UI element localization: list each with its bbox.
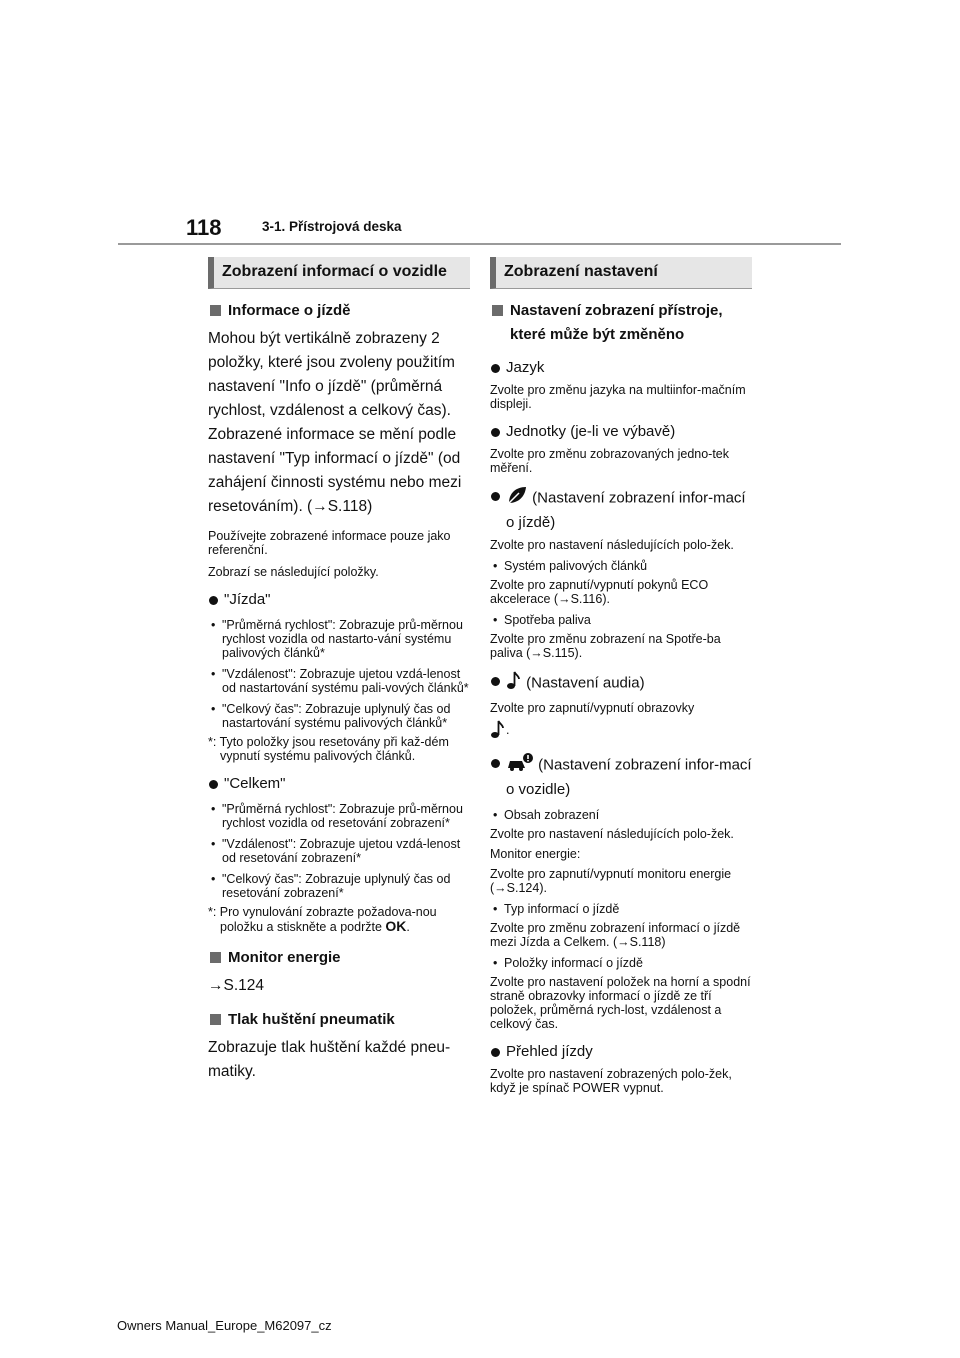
footer: Owners Manual_Europe_M62097_cz [117,1318,332,1333]
energy-monitor-label: Monitor energie: [490,847,581,861]
right-column [490,257,752,1095]
list-item: • Obsah zobrazení [493,808,600,822]
music-note-icon [490,719,506,742]
energy-monitor-subheading: Monitor energie [208,946,470,970]
bullet-dot-icon [209,596,218,605]
energy-monitor-ref: →S.124 [208,977,265,994]
bullet-total: "Celkem" [208,773,470,795]
trip-settings-text: Zvolte pro nastavení následujících polo-žek. [490,538,734,552]
units-text: Zvolte pro změnu zobrazovaných jedno-tek měření. [490,447,730,475]
trip-info-body: Mohou být vertikálně zobrazeny 2 položky, které jsou zvoleny použitím nastavení "Info o jízdě" (průměrná rychlost, vzdálenost a celkový čas). Zobrazené informace se mění podle nastavení "Typ informací o jízdě" (od zahájení činnosti systému nebo mezi resetováním). (→S.118) [208,330,462,515]
items-note: Zobrazí se následující položky. [208,565,379,579]
list-item: • "Celkový čas": Zobrazuje uplynulý čas od nastartování systému palivových článků* [211,702,451,730]
bullet-drive-summary: Přehled jízdy [490,1041,752,1063]
list-item: • "Vzdálenost": Zobrazuje ujetou vzdá-lenost od nastartování systému pali-vových článků* [211,667,469,695]
square-bullet-icon [210,305,221,316]
eco-text: Zvolte pro zapnutí/vypnutí pokynů ECO akcelerace (→S.116). [490,578,709,606]
tire-pressure-subheading: Tlak huštění pneumatik [208,1008,470,1032]
bullet-dot-icon [491,428,500,437]
bullet-dot-icon [491,1048,500,1057]
bullet-trip-settings: (Nastavení zobrazení infor-mací o jízdě) [490,485,752,534]
content-text: Zvolte pro nastavení následujících polo-žek. [490,827,734,841]
total-footnote: *: Pro vynulování zobrazte požadova-nou položku a stiskněte a podržte OK. [208,905,437,934]
list-item: • "Průměrná rychlost": Zobrazuje prů-měrnou rychlost vozidla od resetování zobrazení* [211,802,463,830]
bullet-trip: "Jízda" [208,589,470,611]
ok-button-symbol: OK [385,918,407,934]
tire-pressure-body: Zobrazuje tlak huštění každé pneu-matiky. [208,1039,451,1080]
header-rule [118,243,841,245]
bullet-units: Jednotky (je-li ve výbavě) [490,421,752,443]
drive-summary-text: Zvolte pro nastavení zobrazených polo-žek, když je spínač POWER vypnut. [490,1067,732,1095]
list-item: • "Průměrná rychlost": Zobrazuje prů-měrnou rychlost vozidla od nastarto-vání systému palivových článků* [211,618,463,660]
language-text: Zvolte pro změnu jazyka na multiinfor-mačním displeji. [490,383,746,411]
bullet-dot-icon [491,364,500,373]
left-column [208,257,470,1084]
fuel-text: Zvolte pro změnu zobrazení na Spotře-ba paliva (→S.115). [490,632,721,660]
audio-icon-line: . [490,719,752,742]
reference-note: Používejte zobrazené informace pouze jako referenční. [208,529,451,557]
trip-items-text: Zvolte pro nastavení položek na horní a spodní straně obrazovky informací o jízdě ze tří položek, průměrná rych-lost, vzdálenost a celkový čas. [490,975,751,1031]
bullet-dot-icon [491,759,500,768]
bullet-vehicle-info: (Nastavení zobrazení infor-mací o vozidle) [490,752,752,801]
square-bullet-icon [210,952,221,963]
energy-monitor-text: Zvolte pro zapnutí/vypnutí monitoru energie (→S.124). [490,867,732,895]
bullet-dot-icon [209,780,218,789]
bullet-dot-icon [491,492,500,501]
audio-text: Zvolte pro zapnutí/vypnutí obrazovky [490,701,695,715]
music-note-icon [506,670,522,697]
trip-info-subheading: Informace o jízdě [208,299,470,323]
bullet-audio: (Nastavení audia) [490,670,752,697]
list-item: • Spotřeba paliva [493,613,591,627]
list-item: • "Vzdálenost": Zobrazuje ujetou vzdá-lenost od resetování zobrazení* [211,837,461,865]
left-section-heading: Zobrazení informací o vozidle [208,257,470,289]
square-bullet-icon [492,305,503,316]
list-item: • Položky informací o jízdě [493,956,643,970]
trip-type-text: Zvolte pro změnu zobrazení informací o jízdě mezi Jízda a Celkem. (→S.118) [490,921,741,949]
section-title: 3-1. Přístrojová deska [262,219,402,234]
page-number: 118 [186,215,222,240]
bullet-language: Jazyk [490,357,752,379]
trip-footnote: *: Tyto položky jsou resetovány při kaž-dém vypnutí systému palivových článků. [208,735,449,763]
leaf-icon [506,485,528,512]
list-item: • Typ informací o jízdě [493,902,620,916]
list-item: • "Celkový čas": Zobrazuje uplynulý čas od resetování zobrazení* [211,872,451,900]
right-section-heading: Zobrazení nastavení [490,257,752,289]
car-info-icon [506,752,534,779]
bullet-dot-icon [491,677,500,686]
square-bullet-icon [210,1014,221,1025]
list-item: • Systém palivových článků [493,559,648,573]
settings-subheading: Nastavení zobrazení přístroje, které může být změněno [490,299,752,347]
